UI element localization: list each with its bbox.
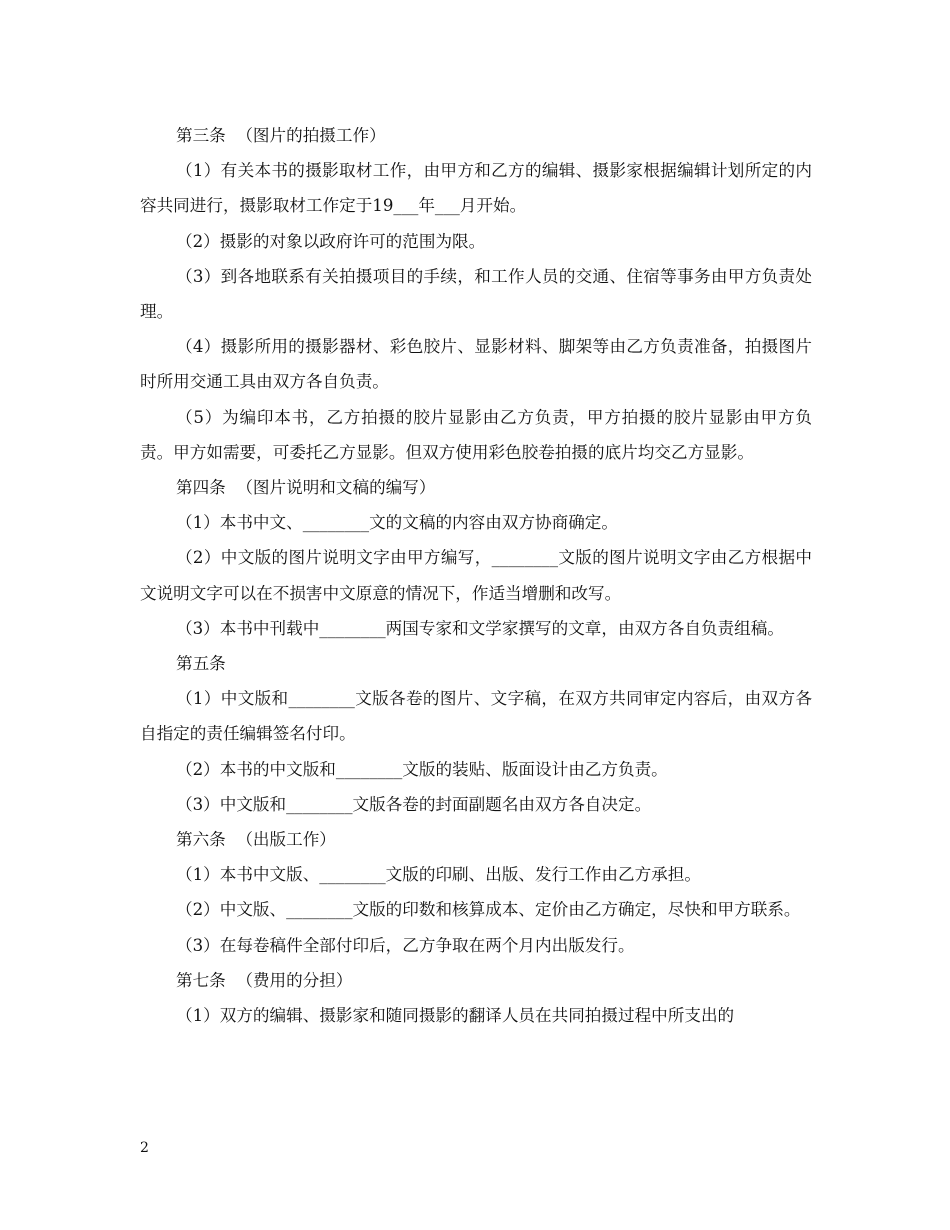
page-number: 2: [140, 1140, 149, 1156]
article-4-item-3: （3）本书中刊载中________两国专家和文学家撰写的文章，由双方各自负责组稿。: [176, 618, 784, 638]
article-3-item-4: （4）摄影所用的摄影器材、彩色胶片、显影材料、脚架等由乙方负责准备，拍摄图片时所用交通工具由双方各自负责。: [140, 337, 812, 392]
article-6-item-2: （2）中文版、________文版的印数和核算成本、定价由乙方确定，尽快和甲方联系。: [176, 900, 801, 920]
article-5-item-2: （2）本书的中文版和________文版的装贴、版面设计由乙方负责。: [176, 759, 668, 779]
document-body: [140, 118, 812, 1033]
article-3-item-1: （1）有关本书的摄影取材工作，由甲方和乙方的编辑、摄影家根据编辑计划所定的内容共同进行，摄影取材工作定于19___年___月开始。: [140, 161, 812, 216]
article-3-item-5: （5）为编印本书，乙方拍摄的胶片显影由乙方负责，甲方拍摄的胶片显影由甲方负责。甲方如需要，可委托乙方显影。但双方使用彩色胶卷拍摄的底片均交乙方显影。: [140, 407, 812, 462]
article-6-item-1: （1）本书中文版、________文版的印刷、出版、发行工作由乙方承担。: [176, 865, 701, 885]
article-6-heading: 第六条 （出版工作）: [176, 830, 336, 850]
article-6-item-3: （3）在每卷稿件全部付印后，乙方争取在两个月内出版发行。: [176, 935, 635, 955]
article-4-heading: 第四条 （图片说明和文稿的编写）: [176, 478, 436, 498]
article-7-heading: 第七条 （费用的分担）: [176, 970, 353, 990]
article-5-item-1: （1）中文版和________文版各卷的图片、文字稿，在双方共同审定内容后，由双方各自指定的责任编辑签名付印。: [140, 689, 812, 744]
article-4-item-2: （2）中文版的图片说明文字由甲方编写，________文版的图片说明文字由乙方根据中文说明文字可以在不损害中文原意的情况下，作适当增删和改写。: [140, 548, 812, 603]
article-4-item-1: （1）本书中文、________文的文稿的内容由双方协商确定。: [176, 513, 618, 533]
article-5-item-3: （3）中文版和________文版各卷的封面副题名由双方各自决定。: [176, 794, 652, 814]
article-3-item-2: （2）摄影的对象以政府许可的范围为限。: [176, 231, 486, 251]
article-3-heading: 第三条 （图片的拍摄工作）: [176, 126, 386, 145]
article-7-item-1: （1）双方的编辑、摄影家和随同摄影的翻译人员在共同拍摄过程中所支出的: [176, 1006, 735, 1026]
article-3-item-3: （3）到各地联系有关拍摄项目的手续，和工作人员的交通、住宿等事务由甲方负责处理。: [140, 266, 812, 322]
article-5-heading: 第五条: [176, 654, 226, 674]
